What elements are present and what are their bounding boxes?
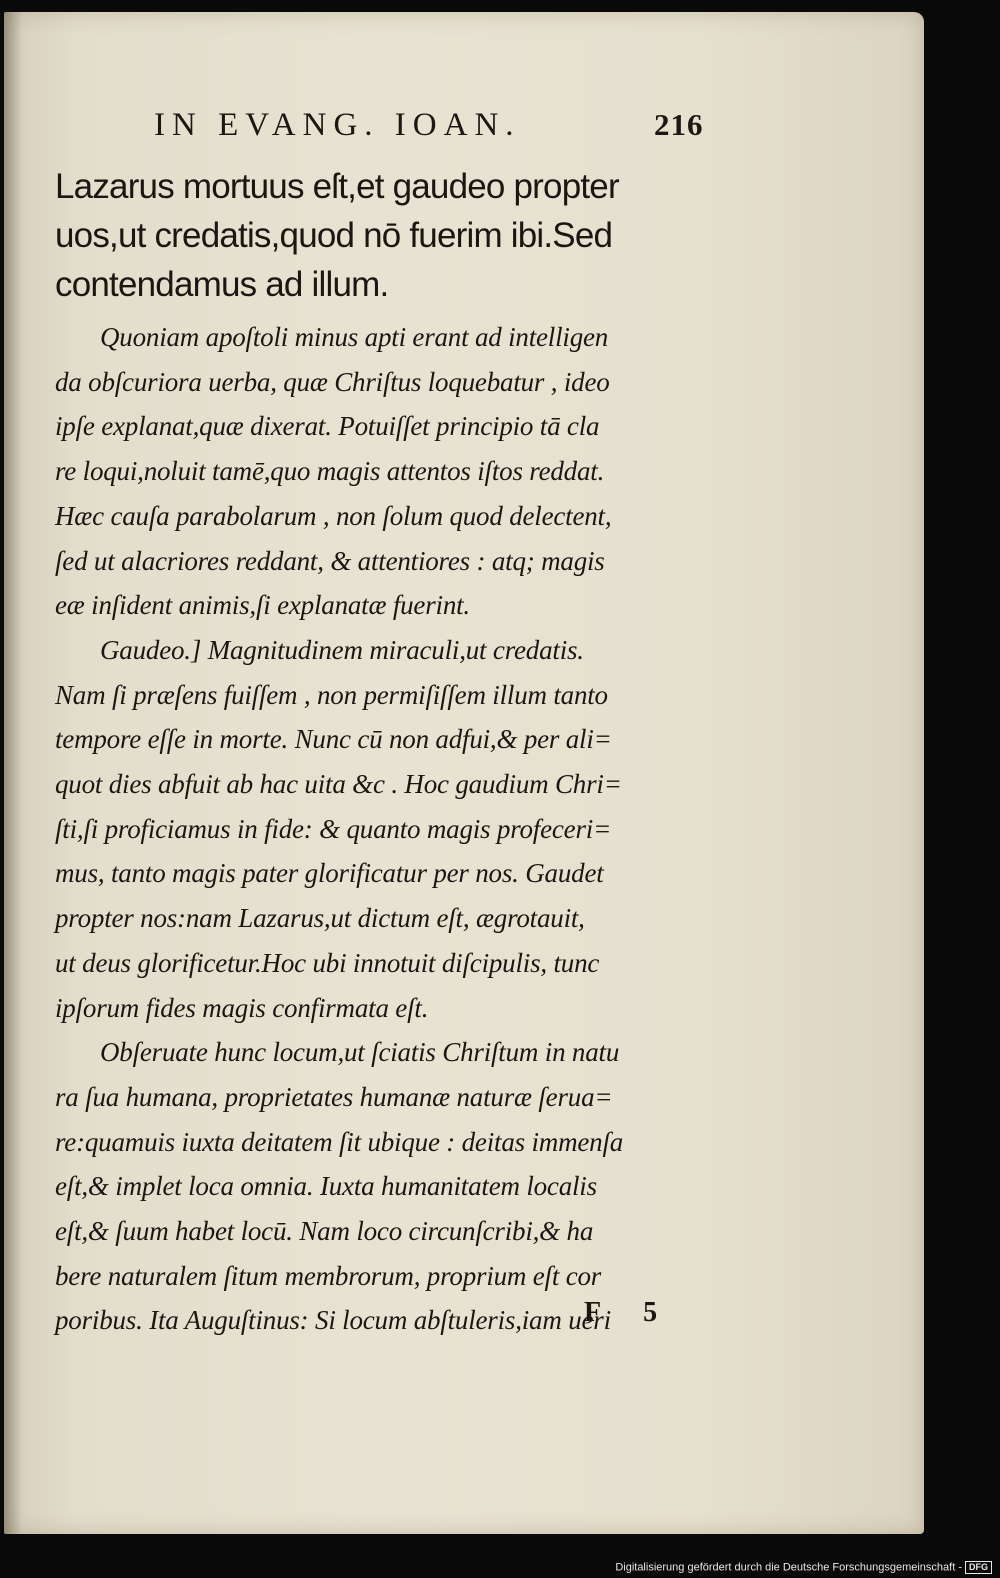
commentary-line: bere naturalem ſitum membrorum, proprium eſt cor — [55, 1260, 602, 1291]
commentary-line: Quoniam apoſtoli minus apti erant ad intelligen — [100, 322, 609, 352]
commentary-line: propter nos:nam Lazarus,ut dictum eſt, ægrotauit, — [55, 903, 585, 934]
commentary-line: Obſeruate hunc locum,ut ſciatis Chriſtum in natu — [100, 1037, 620, 1068]
running-title: IN EVANG. IOAN. — [154, 107, 521, 143]
text-block — [55, 162, 725, 1343]
commentary-line: Hæc cauſa parabolarum , non ſolum quod delectent, — [55, 500, 612, 531]
commentary-line: re loqui,noluit tamē,quo magis attentos iſtos reddat. — [55, 456, 605, 487]
book-page — [4, 12, 924, 1534]
commentary-paragraph — [55, 315, 725, 628]
digitization-credit — [615, 1561, 992, 1574]
dfg-logo: DFG — [965, 1561, 992, 1574]
lemma-line: Lazarus mortuus eſt,et gaudeo propter — [55, 167, 619, 206]
commentary-line: Gaudeo.] Magnitudinem miraculi,ut credatis. — [100, 634, 584, 665]
commentary-line: poribus. Ita Auguſtinus: Si locum abſtuleris,iam ueri — [55, 1305, 611, 1336]
page-header — [154, 107, 874, 157]
commentary-line: da obſcuriora uerba, quæ Chriſtus loquebatur , ideo — [55, 366, 610, 397]
commentary-line: mus, tanto magis pater glorificatur per nos. Gaudet — [55, 858, 604, 889]
commentary-line: eſt,& ſuum habet locū. Nam loco circunſcribi,& ha — [55, 1216, 594, 1247]
commentary-line: ſed ut alacriores reddant, & attentiores : atq; magis — [55, 545, 605, 576]
commentary-line: ipſorum fides magis confirmata eſt. — [55, 992, 429, 1023]
page-number: 216 — [654, 107, 704, 142]
commentary-line: quot dies abfuit ab hac uita &c . Hoc gaudium Chri= — [55, 769, 622, 800]
credit-text: Digitalisierung gefördert durch die Deutsche Forschungsgemeinschaft - — [615, 1561, 962, 1574]
commentary-line: ut deus glorificetur.Hoc ubi innotuit diſcipulis, tunc — [55, 947, 600, 978]
commentary-line: eſt,& implet loca omnia. Iuxta humanitatem localis — [55, 1171, 597, 1202]
spine-shadow — [4, 12, 22, 1534]
commentary-line: eæ inſident animis,ſi explanatæ fuerint. — [55, 590, 470, 621]
lemma-line: uos,ut credatis,quod nō fuerim ibi.Sed — [55, 216, 613, 255]
lemma-line: contendamus ad illum. — [55, 265, 389, 304]
lemma-paragraph — [55, 162, 725, 309]
commentary-line: ipſe explanat,quæ dixerat. Potuiſſet principio tā cla — [55, 411, 600, 442]
commentary-line: ſti,ſi proficiamus in fide: & quanto magis profeceri= — [55, 813, 612, 844]
commentary-line: re:quamuis iuxta deitatem ſit ubique : deitas immenſa — [55, 1126, 624, 1157]
commentary-line: tempore eſſe in morte. Nunc cū non adfui,& per ali= — [55, 724, 612, 755]
commentary-line: ra ſua humana, proprietates humanæ naturæ ſerua= — [55, 1081, 613, 1112]
commentary-paragraph — [55, 628, 725, 1030]
commentary-line: Nam ſi præſens fuiſſem , non permiſiſſem illum tanto — [55, 679, 608, 710]
signature-mark: F 5 — [584, 1297, 676, 1328]
